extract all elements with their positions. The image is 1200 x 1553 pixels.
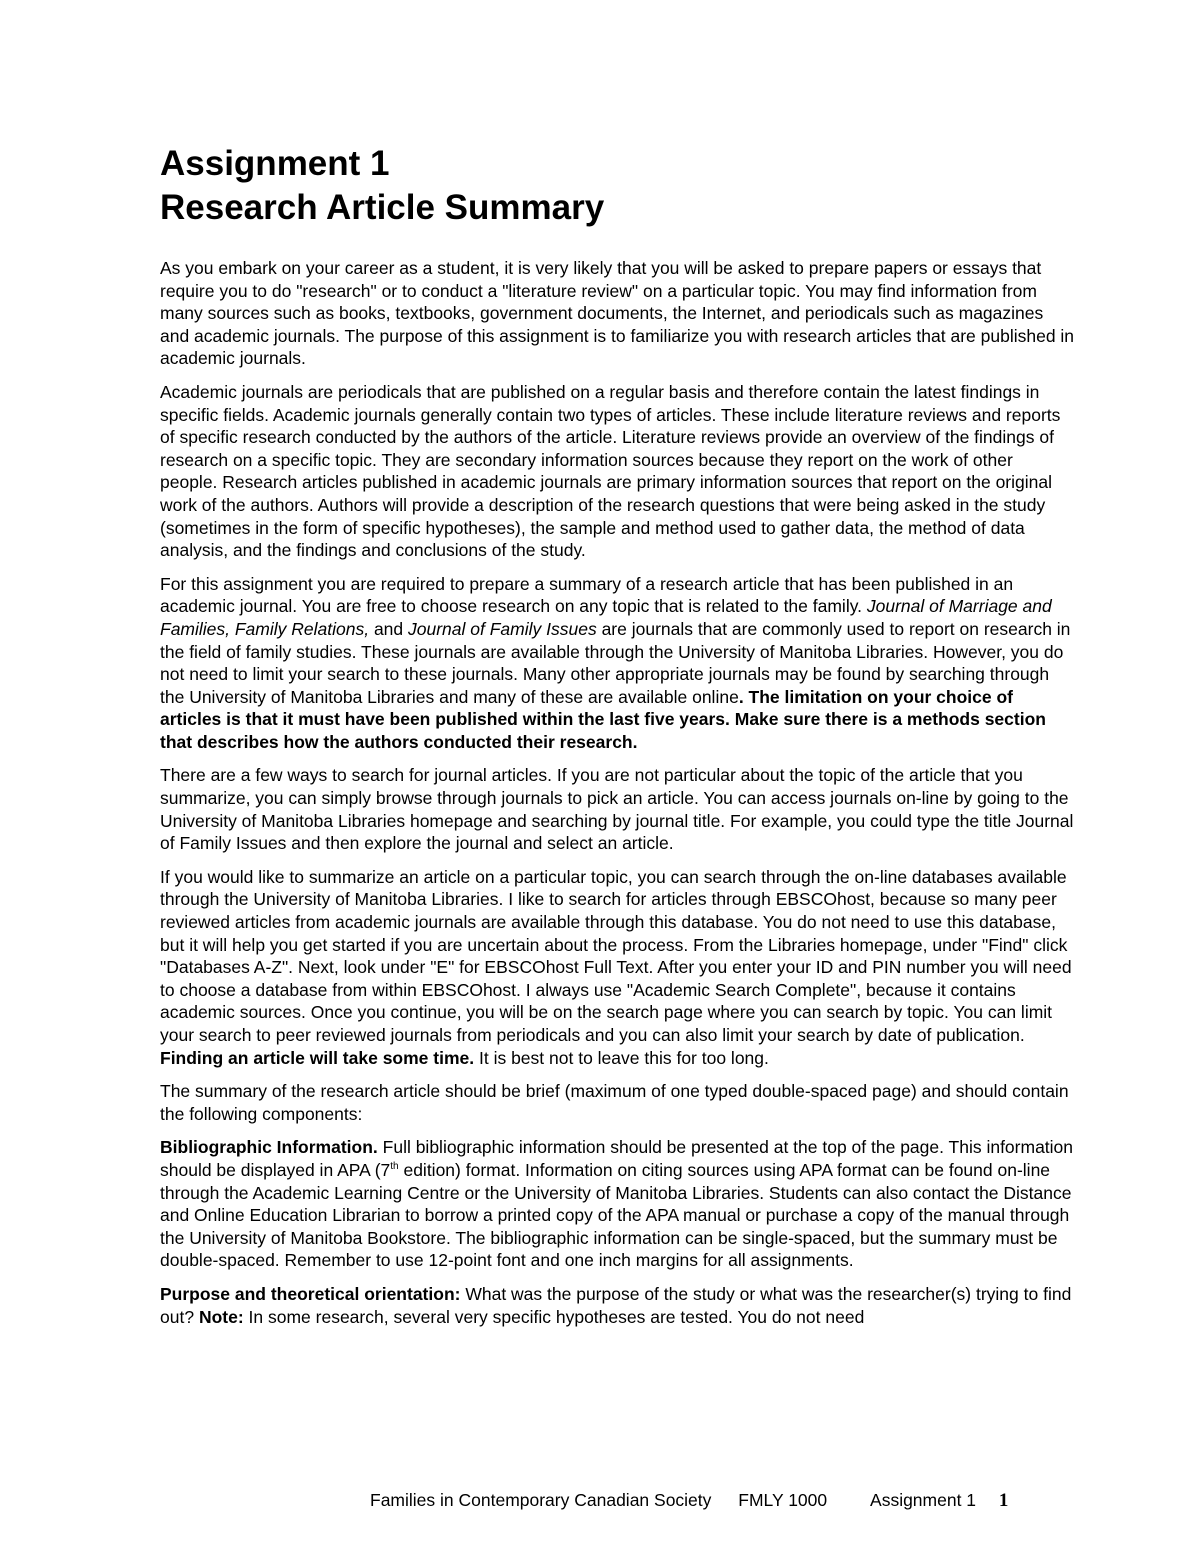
text-run: Full bibliographic information should be presented at the top of the page. This information should be displayed in APA (7: [160, 1137, 1074, 1180]
note-label-bold: Note:: [198, 1306, 244, 1327]
limitation-bold: . The limitation on your choice of articles is that it must have been published within the last five years. Make sure there is a methods section that describes how the authors conducted their research.: [160, 686, 1046, 752]
text-run: In some research, several very specific hypotheses are tested. You do not need: [243, 1306, 865, 1327]
page-title: [160, 142, 1060, 230]
text-run: If you would like to summarize an article on a particular topic, you can search through the on-line databases available through the University of Manitoba Libraries. I like to search for articles through EBSCOhost, because so many peer reviewed articles from academic journals are available through this database. You do not need to use this database, but it will help you get started if you are uncertain about the process. From the Libraries homepage, under "Find" click "Databases A-Z". Next, look under "E" for EBSCOhost Full Text. After you enter your ID and PIN number you will need to choose a database from within EBSCOhost. I always use "Academic Search Complete", because it contains academic sources. Once you continue, you will be on the search page where you can search by topic. You can limit your search to peer reviewed journals from periodicals and you can also limit your search by date of publication.: [160, 866, 1072, 1045]
text-run: For this assignment you are required to prepare a summary of a research article that has been published in an academic journal. You are free to choose research on any topic that is related to the family.: [160, 573, 1014, 617]
text-run: and: [369, 618, 409, 639]
footer-page-number: 1: [998, 1490, 1009, 1511]
paragraph-academic-journals: Academic journals are periodicals that are published on a regular basis and therefore contain the latest findings in specific fields. Academic journals generally contain two types of articles. These include literature reviews and reports of specific research conducted by the authors of the article. Literature reviews provide an overview of the findings of research on a specific topic. They are secondary information sources because they report on the work of other people. Research articles published in academic journals are primary information sources that report on the original work of the authors. Authors will provide a description of the research questions that were being asked in the study (sometimes in the form of specific hypotheses), the sample and method used to gather data, the method of data analysis, and the findings and conclusions of the study.: [160, 381, 1061, 561]
paragraph-assignment-requirements: [160, 573, 1075, 754]
superscript: th: [390, 1161, 399, 1173]
paragraph-bibliographic-info: [160, 1136, 1075, 1272]
paragraph-summary-components: The summary of the research article should be brief (maximum of one typed double-spaced page) and should contain the following components:: [160, 1081, 1069, 1124]
journal-titles-italic: Journal of Marriage and Families, Family Relations,: [160, 596, 1052, 639]
footer-assignment: Assignment 1: [870, 1490, 977, 1510]
paragraph-purpose: [160, 1283, 1075, 1328]
document-body: [160, 257, 1075, 1339]
paragraph-intro: As you embark on your career as a student, it is very likely that you will be asked to prepare papers or essays that require you to do "research" or to conduct a "literature review" on a particular topic. You may find information from many sources such as books, textbooks, government documents, the Internet, and periodicals such as magazines and academic journals. The purpose of this assignment is to familiarize you with research articles that are published in academic journals.: [160, 258, 1075, 369]
title-line-2: Research Article Summary: [160, 188, 605, 227]
text-run: edition) format. Information on citing sources using APA format can be found on-line through the Academic Learning Centre or the University of Manitoba Libraries. Students can also contact the Distance and Online Education Librarian to borrow a printed copy of the APA manual or purchase a copy of the manual through the University of Manitoba Bookstore. The bibliographic information can be single-spaced, but the summary must be double-spaced. Remember to use 12-point font and one inch margins for all assignments.: [160, 1159, 1072, 1271]
paragraph-database-search: [160, 866, 1075, 1069]
time-warning-bold: Finding an article will take some time.: [160, 1047, 475, 1068]
text-run: It is best not to leave this for too long.: [474, 1047, 769, 1068]
footer-course-title: Families in Contemporary Canadian Society: [370, 1490, 712, 1510]
page-footer: [370, 1488, 1080, 1513]
footer-course-code: FMLY 1000: [738, 1490, 828, 1510]
section-label-bold: Bibliographic Information.: [160, 1137, 378, 1158]
title-line-1: Assignment 1: [160, 144, 390, 183]
text-run: are journals that are commonly used to report on research in the field of family studies. These journals are available through the University of Manitoba Libraries. However, you do not need to limit your search to these journals. Many other appropriate journals may be found by searching through the University of Manitoba Libraries and many of these are available online: [160, 618, 1071, 707]
journal-title-italic: Journal of Family Issues: [408, 618, 597, 639]
section-label-bold: Purpose and theoretical orientation:: [160, 1283, 461, 1304]
paragraph-search-methods: There are a few ways to search for journal articles. If you are not particular about the topic of the article that you summarize, you can simply browse through journals to pick an article. You can access journals on-line by going to the University of Manitoba Libraries homepage and searching by journal title. For example, you could type the title Journal of Family Issues and then explore the journal and select an article.: [160, 765, 1074, 854]
text-run: What was the purpose of the study or what was the researcher(s) trying to find out?: [160, 1283, 1072, 1327]
